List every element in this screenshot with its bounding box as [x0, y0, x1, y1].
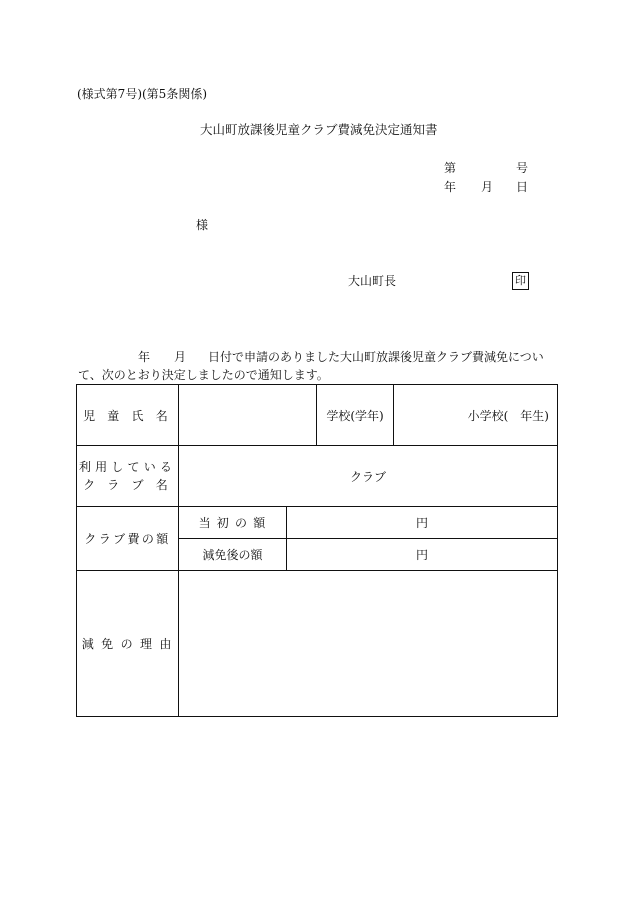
document-title: 大山町放課後児童クラブ費減免決定通知書 — [200, 122, 438, 137]
club-name-label — [77, 446, 179, 507]
body-line2: て、次のとおり決定しましたので通知します。 — [78, 368, 329, 382]
club-label-line2: ク ラ ブ 名 — [83, 478, 172, 492]
reason-label: 減 免 の 理 由 — [77, 571, 179, 717]
number-suffix: 号 — [516, 161, 529, 175]
reduced-amount-label: 減免後の額 — [179, 539, 287, 571]
club-name-row — [77, 446, 558, 507]
child-name-label: 児 童 氏 名 — [77, 385, 179, 446]
club-name-value: クラブ — [179, 446, 558, 507]
body-month: 月 — [174, 350, 187, 364]
reason-row — [77, 571, 558, 717]
notice-body — [78, 348, 556, 384]
reduction-table — [76, 384, 558, 717]
body-year: 年 — [138, 350, 151, 364]
reason-value — [179, 571, 558, 717]
seal-mark: 印 — [512, 272, 529, 290]
reduced-amount-value: 円 — [287, 539, 558, 571]
club-label-line1: 利用している — [78, 460, 177, 474]
child-name-value — [179, 385, 317, 446]
initial-amount-row — [77, 507, 558, 539]
initial-amount-value: 円 — [287, 507, 558, 539]
initial-amount-label: 当 初 の 額 — [179, 507, 287, 539]
school-grade-label: 学校(学年) — [317, 385, 394, 446]
body-line1: 日付で申請のありました大山町放課後児童クラブ費減免につい — [208, 350, 544, 364]
number-prefix: 第 — [444, 161, 457, 175]
issuer: 大山町長 — [348, 274, 397, 288]
addressee-suffix: 様 — [196, 218, 209, 232]
child-name-row — [77, 385, 558, 446]
form-number: (様式第7号)(第5条関係) — [77, 87, 207, 101]
fee-label: クラブ費の額 — [77, 507, 179, 571]
date-month: 月 — [481, 180, 494, 194]
date-day: 日 — [516, 180, 529, 194]
date-year: 年 — [444, 180, 457, 194]
school-grade-value: 小学校( 年生) — [394, 385, 558, 446]
